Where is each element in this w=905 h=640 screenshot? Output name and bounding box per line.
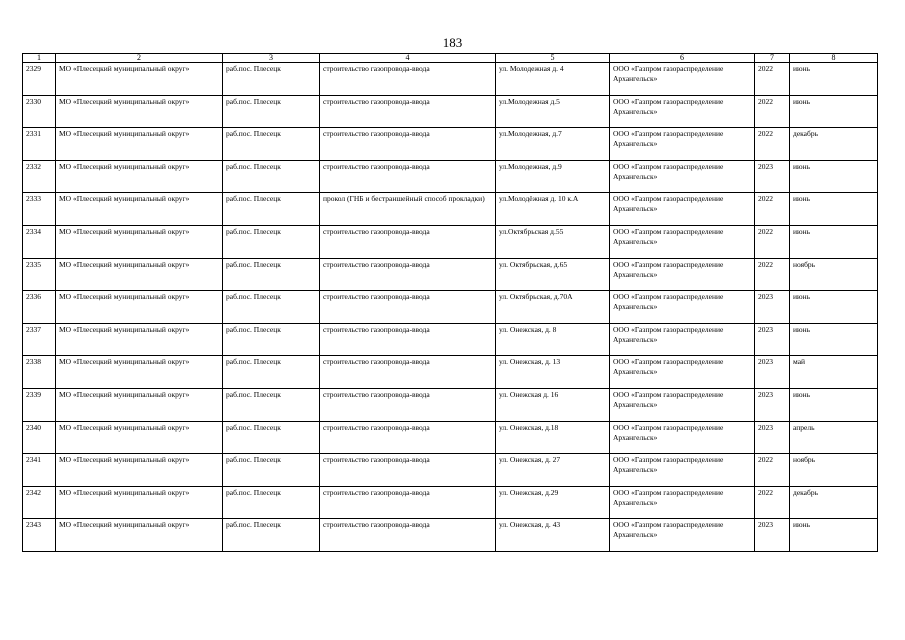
work-type-cell: строительство газопровода-ввода xyxy=(320,128,496,161)
municipality-cell: МО «Плесецкий муниципальный округ» xyxy=(56,95,223,128)
address-cell: ул.Молодёжная д. 10 к.А xyxy=(496,193,610,226)
row-number-cell: 2339 xyxy=(23,388,56,421)
column-header: 5 xyxy=(496,54,610,63)
year-cell: 2022 xyxy=(755,193,790,226)
organization-cell: ООО «Газпром газораспределение Архангельск» xyxy=(610,356,755,389)
settlement-cell: раб.пос. Плесецк xyxy=(223,160,320,193)
column-header: 7 xyxy=(755,54,790,63)
municipality-cell: МО «Плесецкий муниципальный округ» xyxy=(56,193,223,226)
address-cell: ул. Онежская, д. 27 xyxy=(496,454,610,487)
settlement-cell: раб.пос. Плесецк xyxy=(223,454,320,487)
settlement-cell: раб.пос. Плесецк xyxy=(223,225,320,258)
work-type-cell: строительство газопровода-ввода xyxy=(320,486,496,519)
table-row xyxy=(23,519,878,552)
year-cell: 2023 xyxy=(755,388,790,421)
month-cell: июнь xyxy=(790,291,878,324)
address-cell: ул. Онежская д. 16 xyxy=(496,388,610,421)
organization-cell: ООО «Газпром газораспределение Архангельск» xyxy=(610,486,755,519)
settlement-cell: раб.пос. Плесецк xyxy=(223,421,320,454)
table-row xyxy=(23,258,878,291)
municipality-cell: МО «Плесецкий муниципальный округ» xyxy=(56,160,223,193)
month-cell: апрель xyxy=(790,421,878,454)
month-cell: ноябрь xyxy=(790,454,878,487)
settlement-cell: раб.пос. Плесецк xyxy=(223,323,320,356)
column-header: 3 xyxy=(223,54,320,63)
month-cell: июнь xyxy=(790,63,878,96)
month-cell: июнь xyxy=(790,225,878,258)
month-cell: июнь xyxy=(790,160,878,193)
page-number: 183 xyxy=(442,35,463,50)
year-cell: 2022 xyxy=(755,258,790,291)
table-row xyxy=(23,128,878,161)
year-cell: 2023 xyxy=(755,323,790,356)
municipality-cell: МО «Плесецкий муниципальный округ» xyxy=(56,356,223,389)
address-cell: ул. Октябрьская, д.70А xyxy=(496,291,610,324)
row-number-cell: 2337 xyxy=(23,323,56,356)
organization-cell: ООО «Газпром газораспределение Архангельск» xyxy=(610,160,755,193)
year-cell: 2022 xyxy=(755,225,790,258)
address-cell: ул. Молодежная д. 4 xyxy=(496,63,610,96)
work-type-cell: строительство газопровода-ввода xyxy=(320,225,496,258)
table-row xyxy=(23,63,878,96)
municipality-cell: МО «Плесецкий муниципальный округ» xyxy=(56,291,223,324)
year-cell: 2023 xyxy=(755,519,790,552)
column-header: 2 xyxy=(56,54,223,63)
month-cell: декабрь xyxy=(790,128,878,161)
column-header: 6 xyxy=(610,54,755,63)
address-cell: ул.Молодежная, д.9 xyxy=(496,160,610,193)
settlement-cell: раб.пос. Плесецк xyxy=(223,193,320,226)
work-type-cell: строительство газопровода-ввода xyxy=(320,63,496,96)
column-header: 4 xyxy=(320,54,496,63)
month-cell: июнь xyxy=(790,519,878,552)
settlement-cell: раб.пос. Плесецк xyxy=(223,388,320,421)
year-cell: 2022 xyxy=(755,486,790,519)
row-number-cell: 2342 xyxy=(23,486,56,519)
municipality-cell: МО «Плесецкий муниципальный округ» xyxy=(56,63,223,96)
organization-cell: ООО «Газпром газораспределение Архангельск» xyxy=(610,193,755,226)
address-cell: ул. Онежская, д. 13 xyxy=(496,356,610,389)
settlement-cell: раб.пос. Плесецк xyxy=(223,128,320,161)
work-type-cell: строительство газопровода-ввода xyxy=(320,454,496,487)
work-type-cell: строительство газопровода-ввода xyxy=(320,421,496,454)
work-type-cell: строительство газопровода-ввода xyxy=(320,519,496,552)
table-header xyxy=(23,54,878,63)
address-cell: ул. Онежская, д.29 xyxy=(496,486,610,519)
settlement-cell: раб.пос. Плесецк xyxy=(223,519,320,552)
organization-cell: ООО «Газпром газораспределение Архангельск» xyxy=(610,421,755,454)
month-cell: июнь xyxy=(790,323,878,356)
settlement-cell: раб.пос. Плесецк xyxy=(223,258,320,291)
settlement-cell: раб.пос. Плесецк xyxy=(223,291,320,324)
year-cell: 2022 xyxy=(755,95,790,128)
table-row xyxy=(23,291,878,324)
table-row xyxy=(23,225,878,258)
row-number-cell: 2333 xyxy=(23,193,56,226)
registry-table xyxy=(22,53,878,552)
table-row xyxy=(23,193,878,226)
year-cell: 2023 xyxy=(755,421,790,454)
organization-cell: ООО «Газпром газораспределение Архангельск» xyxy=(610,291,755,324)
row-number-cell: 2338 xyxy=(23,356,56,389)
month-cell: июнь xyxy=(790,95,878,128)
table-row xyxy=(23,356,878,389)
address-cell: ул. Онежская, д.18 xyxy=(496,421,610,454)
address-cell: ул.Молодежная, д.7 xyxy=(496,128,610,161)
municipality-cell: МО «Плесецкий муниципальный округ» xyxy=(56,225,223,258)
municipality-cell: МО «Плесецкий муниципальный округ» xyxy=(56,519,223,552)
settlement-cell: раб.пос. Плесецк xyxy=(223,63,320,96)
settlement-cell: раб.пос. Плесецк xyxy=(223,356,320,389)
month-cell: декабрь xyxy=(790,486,878,519)
table-row xyxy=(23,388,878,421)
month-cell: ноябрь xyxy=(790,258,878,291)
table-body xyxy=(23,63,878,552)
year-cell: 2023 xyxy=(755,160,790,193)
column-header: 1 xyxy=(23,54,56,63)
address-cell: ул.Октябрьская д.55 xyxy=(496,225,610,258)
table-row xyxy=(23,323,878,356)
address-cell: ул. Онежская, д. 43 xyxy=(496,519,610,552)
column-header: 8 xyxy=(790,54,878,63)
table-row xyxy=(23,421,878,454)
row-number-cell: 2330 xyxy=(23,95,56,128)
municipality-cell: МО «Плесецкий муниципальный округ» xyxy=(56,258,223,291)
work-type-cell: строительство газопровода-ввода xyxy=(320,323,496,356)
organization-cell: ООО «Газпром газораспределение Архангельск» xyxy=(610,388,755,421)
organization-cell: ООО «Газпром газораспределение Архангельск» xyxy=(610,519,755,552)
work-type-cell: строительство газопровода-ввода xyxy=(320,291,496,324)
municipality-cell: МО «Плесецкий муниципальный округ» xyxy=(56,323,223,356)
municipality-cell: МО «Плесецкий муниципальный округ» xyxy=(56,454,223,487)
month-cell: июнь xyxy=(790,193,878,226)
settlement-cell: раб.пос. Плесецк xyxy=(223,486,320,519)
year-cell: 2022 xyxy=(755,63,790,96)
month-cell: июнь xyxy=(790,388,878,421)
address-cell: ул.Молодежная д.5 xyxy=(496,95,610,128)
organization-cell: ООО «Газпром газораспределение Архангельск» xyxy=(610,95,755,128)
year-cell: 2023 xyxy=(755,356,790,389)
row-number-cell: 2340 xyxy=(23,421,56,454)
year-cell: 2022 xyxy=(755,128,790,161)
address-cell: ул. Онежская, д. 8 xyxy=(496,323,610,356)
work-type-cell: строительство газопровода-ввода xyxy=(320,258,496,291)
municipality-cell: МО «Плесецкий муниципальный округ» xyxy=(56,388,223,421)
table-row xyxy=(23,95,878,128)
organization-cell: ООО «Газпром газораспределение Архангельск» xyxy=(610,454,755,487)
row-number-cell: 2334 xyxy=(23,225,56,258)
work-type-cell: строительство газопровода-ввода xyxy=(320,95,496,128)
row-number-cell: 2341 xyxy=(23,454,56,487)
settlement-cell: раб.пос. Плесецк xyxy=(223,95,320,128)
work-type-cell: строительство газопровода-ввода xyxy=(320,356,496,389)
year-cell: 2023 xyxy=(755,291,790,324)
organization-cell: ООО «Газпром газораспределение Архангельск» xyxy=(610,128,755,161)
work-type-cell: строительство газопровода-ввода xyxy=(320,388,496,421)
table-row xyxy=(23,454,878,487)
work-type-cell: прокол (ГНБ и бестраншейный способ прокладки) xyxy=(320,193,496,226)
row-number-cell: 2336 xyxy=(23,291,56,324)
municipality-cell: МО «Плесецкий муниципальный округ» xyxy=(56,421,223,454)
municipality-cell: МО «Плесецкий муниципальный округ» xyxy=(56,486,223,519)
row-number-cell: 2331 xyxy=(23,128,56,161)
organization-cell: ООО «Газпром газораспределение Архангельск» xyxy=(610,258,755,291)
address-cell: ул. Октябрьская, д.65 xyxy=(496,258,610,291)
row-number-cell: 2343 xyxy=(23,519,56,552)
row-number-cell: 2332 xyxy=(23,160,56,193)
organization-cell: ООО «Газпром газораспределение Архангельск» xyxy=(610,225,755,258)
organization-cell: ООО «Газпром газораспределение Архангельск» xyxy=(610,323,755,356)
year-cell: 2022 xyxy=(755,454,790,487)
table-row xyxy=(23,160,878,193)
row-number-cell: 2335 xyxy=(23,258,56,291)
table-row xyxy=(23,486,878,519)
month-cell: май xyxy=(790,356,878,389)
column-number-row xyxy=(23,54,878,63)
work-type-cell: строительство газопровода-ввода xyxy=(320,160,496,193)
municipality-cell: МО «Плесецкий муниципальный округ» xyxy=(56,128,223,161)
row-number-cell: 2329 xyxy=(23,63,56,96)
organization-cell: ООО «Газпром газораспределение Архангельск» xyxy=(610,63,755,96)
